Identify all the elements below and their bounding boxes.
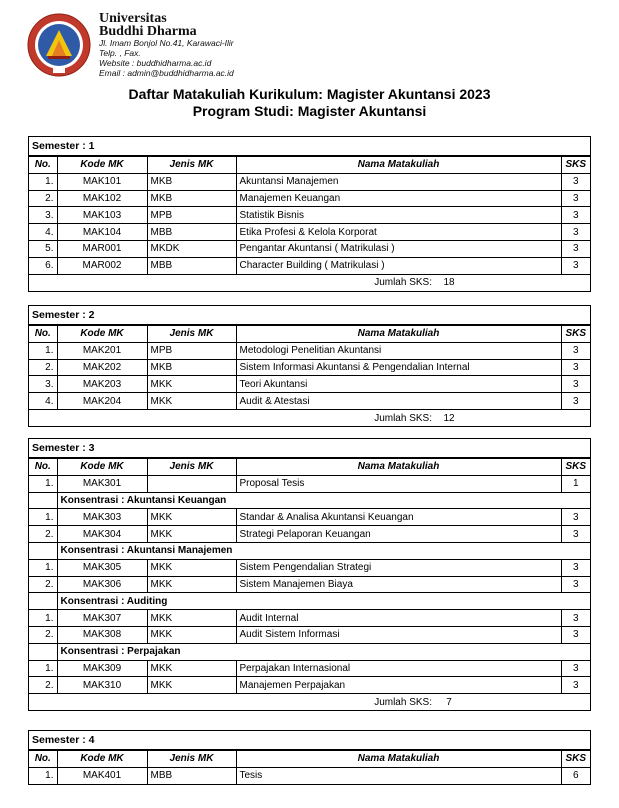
cell-nama: Sistem Informasi Akuntansi & Pengendalian Internal — [236, 359, 561, 376]
cell-nama: Statistik Bisnis — [236, 207, 561, 224]
cell-kode: MAR002 — [57, 257, 147, 274]
jumlah-row — [29, 409, 590, 426]
cell-jenis: MKK — [147, 559, 236, 576]
table-row — [29, 257, 590, 274]
university-name-line2: Buddhi Dharma — [99, 24, 197, 39]
cell-jenis: MKB — [147, 359, 236, 376]
document-title: Daftar Matakuliah Kurikulum: Magister Akuntansi 2023 — [128, 86, 491, 102]
cell-sks: 3 — [561, 207, 590, 224]
table-row — [29, 190, 590, 207]
column-header-nama: Nama Matakuliah — [236, 157, 561, 174]
jumlah-label: Jumlah SKS: — [374, 277, 432, 289]
cell-kode: MAK307 — [57, 610, 147, 627]
cell-no: 1. — [29, 559, 57, 576]
konsentrasi-row — [29, 593, 590, 610]
cell-no: 1. — [29, 342, 57, 359]
jumlah-label: Jumlah SKS: — [374, 696, 432, 708]
cell-kode: MAK203 — [57, 376, 147, 393]
phone: Telp. , Fax. — [99, 48, 141, 58]
table-row — [29, 677, 590, 694]
cell-nama: Strategi Pelaporan Keuangan — [236, 526, 561, 543]
cell-kode: MAK204 — [57, 393, 147, 410]
cell-sks: 3 — [561, 342, 590, 359]
course-table — [29, 750, 590, 784]
cell-jenis: MKB — [147, 173, 236, 190]
cell-jenis: MKK — [147, 393, 236, 410]
column-header-sks: SKS — [561, 459, 590, 476]
jumlah-row — [29, 694, 590, 711]
table-row — [29, 559, 590, 576]
cell-sks: 3 — [561, 509, 590, 526]
table-row — [29, 509, 590, 526]
university-logo — [26, 12, 92, 78]
cell-sks: 3 — [561, 224, 590, 241]
cell-kode: MAK310 — [57, 677, 147, 694]
cell-nama: Character Building ( Matrikulasi ) — [236, 257, 561, 274]
jumlah-value: 7 — [446, 696, 452, 708]
cell-jenis: MKK — [147, 626, 236, 643]
cell-no: 1. — [29, 767, 57, 784]
column-header-kode: Kode MK — [57, 459, 147, 476]
cell-kode: MAK102 — [57, 190, 147, 207]
cell-kode: MAK401 — [57, 767, 147, 784]
empty-cell — [29, 492, 57, 509]
course-table — [29, 325, 590, 426]
column-header-jenis: Jenis MK — [147, 459, 236, 476]
semester-block — [28, 730, 591, 785]
cell-jenis: MKK — [147, 610, 236, 627]
column-header-kode: Kode MK — [57, 751, 147, 768]
cell-kode: MAK309 — [57, 660, 147, 677]
column-header-nama: Nama Matakuliah — [236, 751, 561, 768]
cell-nama: Metodologi Penelitian Akuntansi — [236, 342, 561, 359]
cell-jenis: MKDK — [147, 240, 236, 257]
cell-kode: MAK304 — [57, 526, 147, 543]
semester-title: Semester : 4 — [29, 731, 590, 750]
column-header-no: No. — [29, 751, 57, 768]
column-header-sks: SKS — [561, 157, 590, 174]
cell-jenis — [147, 475, 236, 492]
table-row — [29, 342, 590, 359]
konsentrasi-row — [29, 492, 590, 509]
cell-sks: 3 — [561, 626, 590, 643]
cell-no: 2. — [29, 190, 57, 207]
cell-jenis: MKK — [147, 526, 236, 543]
cell-no: 1. — [29, 173, 57, 190]
cell-nama: Proposal Tesis — [236, 475, 561, 492]
cell-sks: 1 — [561, 475, 590, 492]
cell-jenis: MPB — [147, 207, 236, 224]
address: Jl. Imam Bonjol No.41, Karawaci-Ilir — [99, 38, 234, 48]
table-row — [29, 376, 590, 393]
cell-no: 2. — [29, 526, 57, 543]
cell-no: 5. — [29, 240, 57, 257]
table-row — [29, 173, 590, 190]
cell-sks: 3 — [561, 610, 590, 627]
cell-jenis: MBB — [147, 224, 236, 241]
cell-sks: 3 — [561, 393, 590, 410]
semester-title: Semester : 2 — [29, 306, 590, 325]
column-header-kode: Kode MK — [57, 326, 147, 343]
table-row — [29, 359, 590, 376]
table-header-row — [29, 751, 590, 768]
cell-sks: 3 — [561, 660, 590, 677]
cell-no: 3. — [29, 376, 57, 393]
cell-no: 1. — [29, 610, 57, 627]
semester-title: Semester : 1 — [29, 137, 590, 156]
empty-cell — [29, 542, 57, 559]
cell-no: 2. — [29, 626, 57, 643]
cell-nama: Audit Sistem Informasi — [236, 626, 561, 643]
konsentrasi-label: Konsentrasi : Auditing — [57, 593, 590, 610]
cell-nama: Akuntansi Manajemen — [236, 173, 561, 190]
cell-nama: Manajemen Perpajakan — [236, 677, 561, 694]
cell-nama: Perpajakan Internasional — [236, 660, 561, 677]
cell-kode: MAR001 — [57, 240, 147, 257]
cell-sks: 3 — [561, 576, 590, 593]
cell-jenis: MPB — [147, 342, 236, 359]
table-row — [29, 207, 590, 224]
cell-nama: Audit Internal — [236, 610, 561, 627]
cell-kode: MAK303 — [57, 509, 147, 526]
table-row — [29, 393, 590, 410]
document-subtitle: Program Studi: Magister Akuntansi — [192, 103, 427, 119]
cell-jenis: MKK — [147, 509, 236, 526]
cell-sks: 3 — [561, 526, 590, 543]
konsentrasi-label: Konsentrasi : Akuntansi Keuangan — [57, 492, 590, 509]
column-header-jenis: Jenis MK — [147, 326, 236, 343]
table-row — [29, 576, 590, 593]
cell-kode: MAK101 — [57, 173, 147, 190]
cell-sks: 3 — [561, 257, 590, 274]
cell-no: 4. — [29, 393, 57, 410]
cell-sks: 3 — [561, 359, 590, 376]
cell-no: 1. — [29, 509, 57, 526]
table-header-row — [29, 157, 590, 174]
cell-nama: Etika Profesi & Kelola Korporat — [236, 224, 561, 241]
column-header-nama: Nama Matakuliah — [236, 326, 561, 343]
semester-title: Semester : 3 — [29, 439, 590, 458]
column-header-kode: Kode MK — [57, 157, 147, 174]
konsentrasi-label: Konsentrasi : Akuntansi Manajemen — [57, 542, 590, 559]
jumlah-cell — [29, 274, 590, 291]
column-header-no: No. — [29, 157, 57, 174]
jumlah-label: Jumlah SKS: — [374, 412, 432, 424]
course-table — [29, 458, 590, 710]
column-header-jenis: Jenis MK — [147, 751, 236, 768]
website: Website : buddhidharma.ac.id — [99, 58, 212, 68]
table-row — [29, 526, 590, 543]
cell-kode: MAK202 — [57, 359, 147, 376]
empty-cell — [29, 643, 57, 660]
table-header-row — [29, 326, 590, 343]
cell-jenis: MKK — [147, 576, 236, 593]
cell-kode: MAK104 — [57, 224, 147, 241]
cell-nama: Manajemen Keuangan — [236, 190, 561, 207]
cell-nama: Sistem Manajemen Biaya — [236, 576, 561, 593]
jumlah-value: 18 — [443, 277, 455, 289]
column-header-sks: SKS — [561, 751, 590, 768]
column-header-no: No. — [29, 326, 57, 343]
table-row — [29, 224, 590, 241]
cell-no: 2. — [29, 359, 57, 376]
table-row — [29, 626, 590, 643]
letterhead — [26, 10, 606, 80]
table-row — [29, 475, 590, 492]
empty-cell — [29, 593, 57, 610]
cell-no: 2. — [29, 576, 57, 593]
cell-no: 4. — [29, 224, 57, 241]
cell-jenis: MKB — [147, 190, 236, 207]
cell-sks: 3 — [561, 376, 590, 393]
cell-nama: Tesis — [236, 767, 561, 784]
konsentrasi-row — [29, 643, 590, 660]
cell-nama: Sistem Pengendalian Strategi — [236, 559, 561, 576]
cell-nama: Standar & Analisa Akuntansi Keuangan — [236, 509, 561, 526]
cell-kode: MAK301 — [57, 475, 147, 492]
cell-jenis: MBB — [147, 257, 236, 274]
cell-no: 1. — [29, 660, 57, 677]
cell-jenis: MKK — [147, 677, 236, 694]
konsentrasi-label: Konsentrasi : Perpajakan — [57, 643, 590, 660]
table-row — [29, 240, 590, 257]
cell-kode: MAK308 — [57, 626, 147, 643]
cell-kode: MAK306 — [57, 576, 147, 593]
cell-sks: 3 — [561, 240, 590, 257]
cell-nama: Teori Akuntansi — [236, 376, 561, 393]
cell-no: 1. — [29, 475, 57, 492]
cell-kode: MAK305 — [57, 559, 147, 576]
jumlah-value: 12 — [443, 412, 455, 424]
cell-sks: 6 — [561, 767, 590, 784]
cell-no: 3. — [29, 207, 57, 224]
cell-sks: 3 — [561, 190, 590, 207]
cell-nama: Pengantar Akuntansi ( Matrikulasi ) — [236, 240, 561, 257]
table-row — [29, 610, 590, 627]
semester-block — [28, 438, 591, 711]
column-header-no: No. — [29, 459, 57, 476]
column-header-sks: SKS — [561, 326, 590, 343]
cell-sks: 3 — [561, 173, 590, 190]
table-row — [29, 660, 590, 677]
konsentrasi-row — [29, 542, 590, 559]
cell-sks: 3 — [561, 559, 590, 576]
cell-nama: Audit & Atestasi — [236, 393, 561, 410]
semester-block — [28, 136, 591, 292]
cell-jenis: MKK — [147, 376, 236, 393]
table-row — [29, 767, 590, 784]
course-table — [29, 156, 590, 291]
cell-jenis: MKK — [147, 660, 236, 677]
semester-block — [28, 305, 591, 427]
email: Email : admin@buddhidharma.ac.id — [99, 68, 234, 78]
university-name-line1: Universitas — [99, 11, 167, 26]
jumlah-cell — [29, 694, 590, 711]
cell-jenis: MBB — [147, 767, 236, 784]
cell-no: 2. — [29, 677, 57, 694]
table-header-row — [29, 459, 590, 476]
cell-kode: MAK103 — [57, 207, 147, 224]
jumlah-row — [29, 274, 590, 291]
jumlah-cell — [29, 409, 590, 426]
column-header-nama: Nama Matakuliah — [236, 459, 561, 476]
column-header-jenis: Jenis MK — [147, 157, 236, 174]
cell-no: 6. — [29, 257, 57, 274]
cell-sks: 3 — [561, 677, 590, 694]
cell-kode: MAK201 — [57, 342, 147, 359]
